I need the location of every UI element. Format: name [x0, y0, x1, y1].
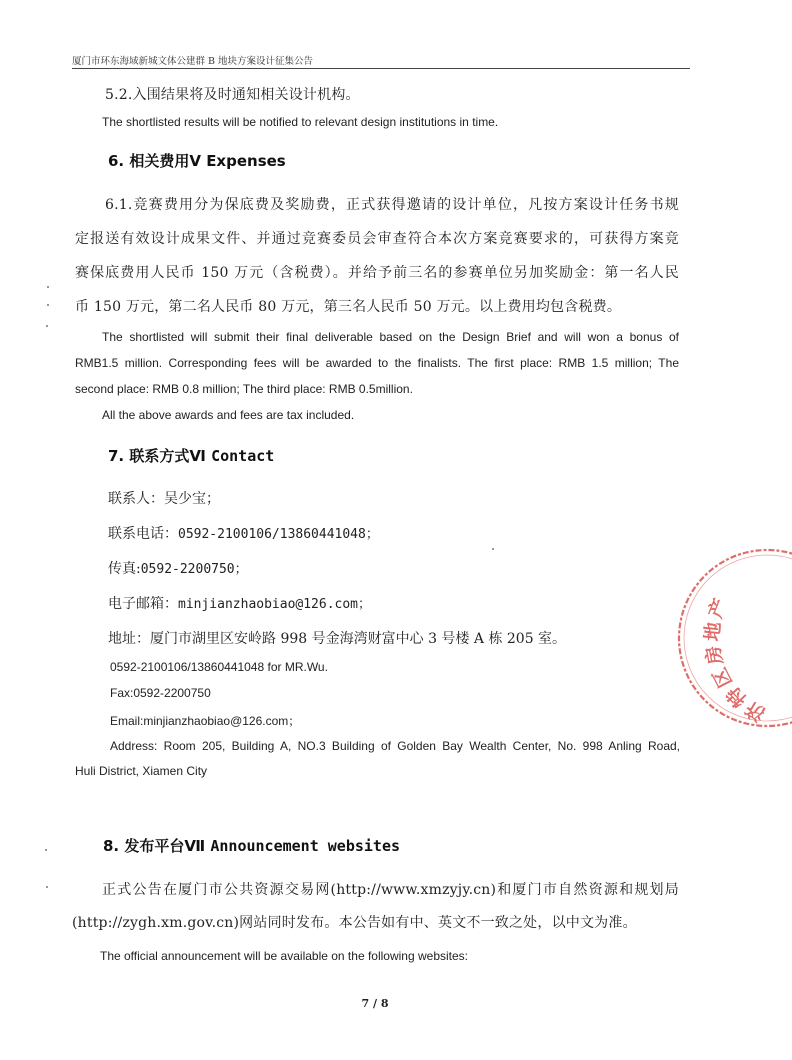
s6-en-line-2: RMB1.5 million. Corresponding fees will be awarded to the finalists. The first place: RMB 1.5 million; The — [75, 356, 679, 370]
contact-en-address-2: Huli District, Xiamen City — [75, 764, 208, 778]
contact-fax — [108, 558, 248, 578]
section-7-heading-cn: 7. 联系方式Ⅵ — [108, 447, 212, 465]
contact-address-cn: 地址：厦门市湖里区安岭路 998 号金海湾财富中心 3 号楼 A 栋 205 室。 — [108, 631, 567, 647]
s6-cn-line-1: 6.1.竞赛费用分为保底费及奖励费，正式获得邀请的设计单位，凡按方案设计任务书规 — [105, 197, 679, 213]
contact-fax-value: 0592-2200750； — [140, 562, 248, 577]
header-rule — [72, 68, 690, 69]
section-7-heading — [108, 445, 274, 466]
s8-cn-line-1: 正式公告在厦门市公共资源交易网(http://www.xmzyjy.cn)和厦门市自然资源和规划局 — [102, 882, 679, 898]
scan-speck — [47, 286, 49, 288]
contact-en-phone: 0592-2100106/13860441048 for MR.Wu. — [110, 660, 328, 674]
section-6-heading: 6. 相关费用Ⅴ Expenses — [108, 152, 286, 170]
contact-phone-label: 联系电话： — [108, 526, 178, 542]
contact-email-value: minjianzhaobiao@126.com； — [178, 597, 372, 612]
scan-speck — [46, 325, 48, 327]
s6-en-line-1: The shortlisted will submit their final deliverable based on the Design Brief and will won a bonus of — [102, 330, 679, 344]
page-number: 7 / 8 — [361, 997, 389, 1010]
contact-phone-value: 0592-2100106/13860441048； — [178, 527, 379, 542]
section-7-heading-en: Contact — [211, 447, 275, 465]
contact-phone — [108, 523, 379, 543]
contact-person-name: 吴少宝； — [164, 491, 220, 507]
s6-cn-line-4: 币 150 万元，第二名人民币 80 万元，第三名人民币 50 万元。以上费用均包含税费。 — [75, 299, 622, 315]
section-8-heading-cn: 8. 发布平台Ⅶ — [103, 837, 211, 855]
contact-email-label: 电子邮箱： — [108, 596, 178, 612]
scan-speck — [45, 849, 47, 851]
s6-cn-line-3: 赛保底费用人民币 150 万元（含税费）。并给予前三名的参赛单位另加奖励金：第一名人民 — [75, 265, 679, 281]
contact-en-email: Email:minjianzhaobiao@126.com； — [110, 714, 301, 728]
s52-en-text: The shortlisted results will be notified to relevant design institutions in time. — [102, 115, 499, 129]
contact-email — [108, 593, 371, 613]
s8-cn-line-2: (http://zygh.xm.gov.cn)网站同时发布。本公告如有中、英文不一致之处，以中文为准。 — [72, 915, 637, 931]
contact-en-fax: Fax:0592-2200750 — [110, 686, 211, 700]
contact-person-label: 联系人： — [108, 491, 164, 507]
contact-fax-label: 传真: — [108, 561, 141, 577]
official-seal-stamp — [672, 548, 792, 728]
running-header: 厦门市环东海域新城文体公建群 B 地块方案设计征集公告 — [72, 56, 314, 67]
s52-cn-text: 5.2.入围结果将及时通知相关设计机构。 — [105, 87, 360, 103]
s6-cn-line-2: 定报送有效设计成果文件、并通过竞赛委员会审查符合本次方案竞赛要求的，可获得方案竞 — [75, 231, 679, 247]
section-8-heading — [103, 835, 400, 856]
s8-en-line: The official announcement will be available on the following websites: — [100, 949, 468, 963]
s6-en-line-4: All the above awards and fees are tax included. — [102, 408, 355, 422]
scan-speck — [47, 304, 49, 306]
stamp-text: 济特区房地产 — [701, 592, 770, 726]
section-8-heading-en: Announcement websites — [210, 837, 401, 855]
contact-person — [108, 488, 220, 508]
scan-speck — [46, 886, 48, 888]
scan-speck — [492, 548, 494, 550]
s6-en-line-3: second place: RMB 0.8 million; The third place: RMB 0.5million. — [75, 382, 413, 396]
contact-en-address-1: Address: Room 205, Building A, NO.3 Building of Golden Bay Wealth Center, No. 998 Anling Road, — [110, 739, 680, 753]
